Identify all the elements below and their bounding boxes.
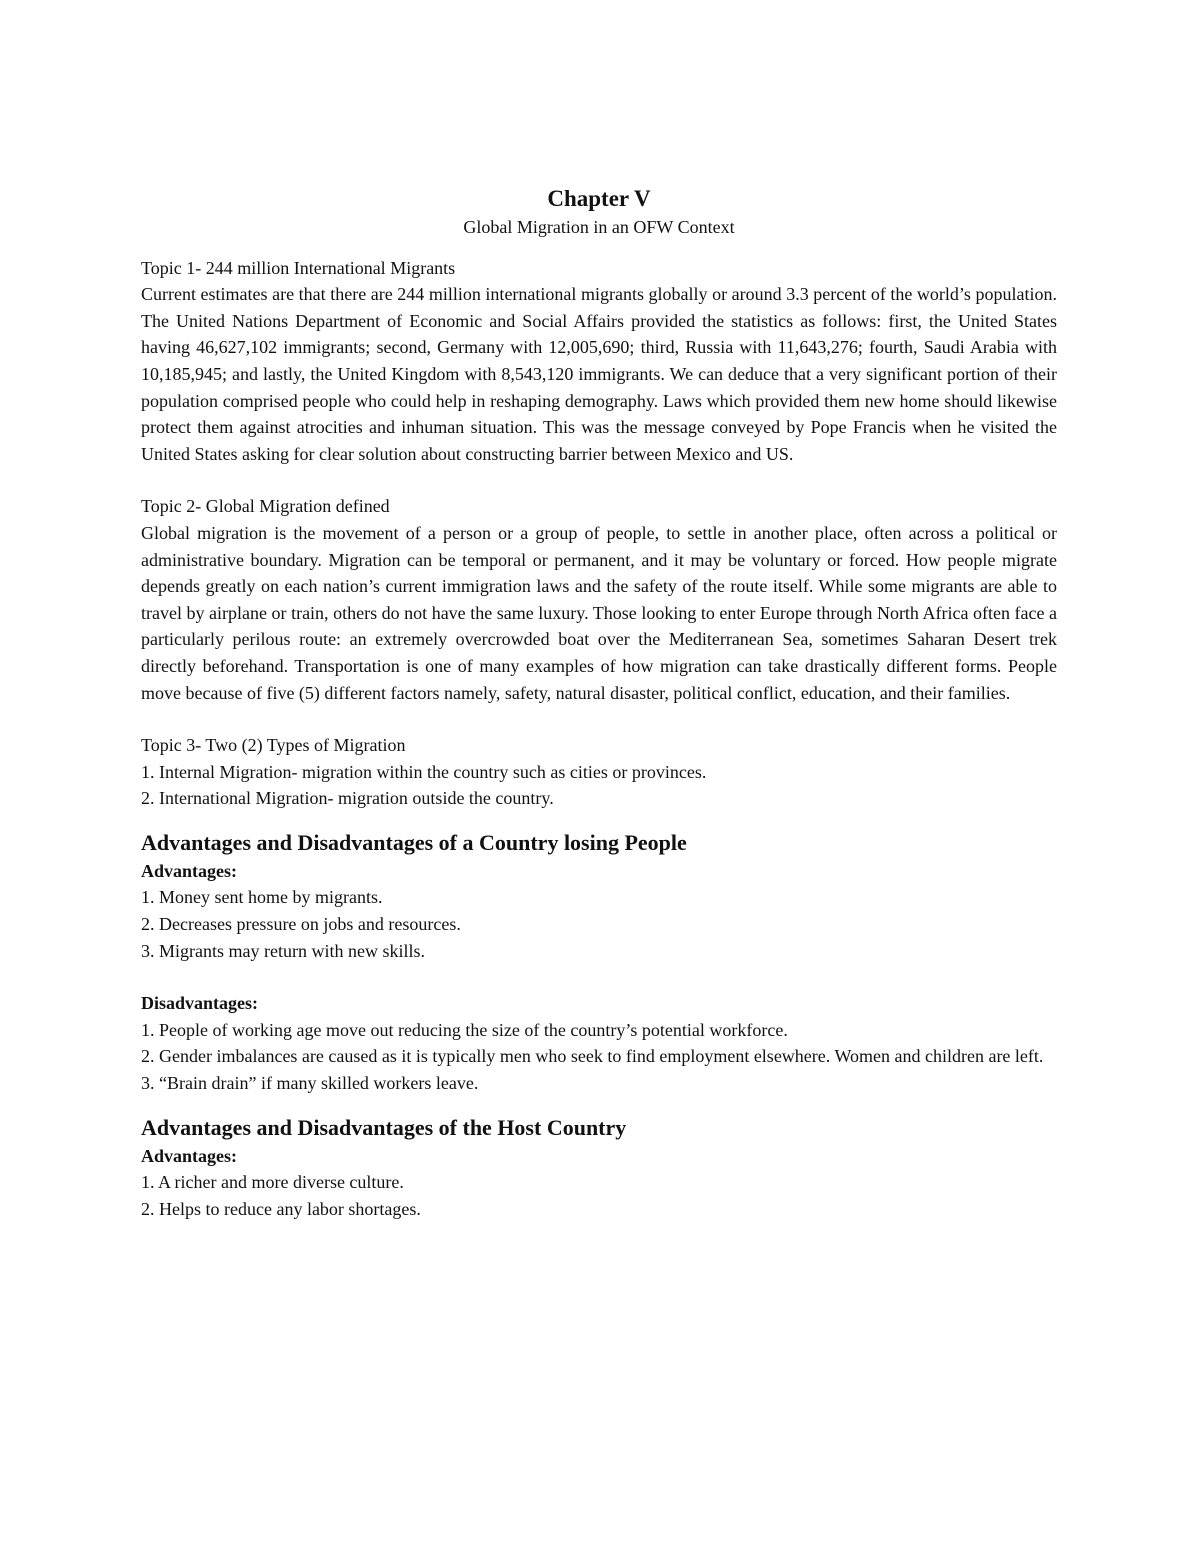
topic-1-body: Current estimates are that there are 244 million international migrants globally or around 3.3 percent of the world’s population. The United Nations Department of Economic and Social Affairs provided the statistics as follows: first, the United States having 46,627,102 immigrants; second, Germany with 12,005,690; third, Russia with 11,643,276; fourth, Saudi Arabia with 10,185,945; and lastly, the United Kingdom with 8,543,120 immigrants. We can deduce that a very significant portion of their population comprised people who could help in reshaping demography. Laws which provided them new home should likewise protect them against atrocities and inhuman situation. This was the message conveyed by Pope Francis when he visited the United States asking for clear solution about constructing barrier between Mexico and US. [141, 284, 1057, 464]
list-item: 2. Gender imbalances are caused as it is typically men who seek to find employment elsewhere. Women and children are left. [141, 1046, 1044, 1067]
list-item: 1. People of working age move out reducing the size of the country’s potential workforce. [141, 1019, 788, 1040]
list-item: 1. Money sent home by migrants. [141, 887, 383, 908]
list-item: 2. Decreases pressure on jobs and resources. [141, 914, 461, 935]
topic-1-heading: Topic 1- 244 million International Migrants [141, 257, 456, 278]
list-item: 1. A richer and more diverse culture. [141, 1172, 404, 1193]
list-item: 3. Migrants may return with new skills. [141, 940, 425, 961]
list-item: 2. International Migration- migration outside the country. [141, 788, 554, 809]
spacer [141, 964, 1057, 990]
topic-3 [141, 732, 1057, 812]
section-heading-losing: Advantages and Disadvantages of a Country losing People [141, 829, 687, 855]
list-item: 2. Helps to reduce any labor shortages. [141, 1198, 421, 1219]
topic-1 [141, 255, 1057, 468]
topic-2-body: Global migration is the movement of a person or a group of people, to settle in another place, often across a political or administrative boundary. Migration can be temporal or permanent, and it may be voluntary or forced. How people migrate depends greatly on each nation’s current immigration laws and the safety of the route itself. While some migrants are able to travel by airplane or train, others do not have the same luxury. Those looking to enter Europe through North Africa often face a particularly perilous route: an extremely overcrowded boat over the Mediterranean Sea, sometimes Saharan Desert trek directly beforehand. Transportation is one of many examples of how migration can take drastically different forms. People move because of five (5) different factors namely, safety, natural disaster, political conflict, education, and their families. [141, 522, 1057, 703]
document-page [141, 184, 1057, 1222]
advantages-label: Advantages: [141, 1145, 238, 1166]
topic-2-heading: Topic 2- Global Migration defined [141, 496, 390, 517]
chapter-subtitle: Global Migration in an OFW Context [463, 217, 735, 237]
chapter-title: Chapter V [547, 186, 651, 211]
section-heading-host: Advantages and Disadvantages of the Host Country [141, 1114, 627, 1140]
topic-3-heading: Topic 3- Two (2) Types of Migration [141, 735, 406, 756]
list-item: 1. Internal Migration- migration within the country such as cities or provinces. [141, 761, 707, 782]
topic-2 [141, 493, 1057, 706]
advantages-label: Advantages: [141, 860, 238, 881]
list-item: 3. “Brain drain” if many skilled workers leave. [141, 1073, 479, 1094]
disadvantages-label: Disadvantages: [141, 993, 259, 1014]
